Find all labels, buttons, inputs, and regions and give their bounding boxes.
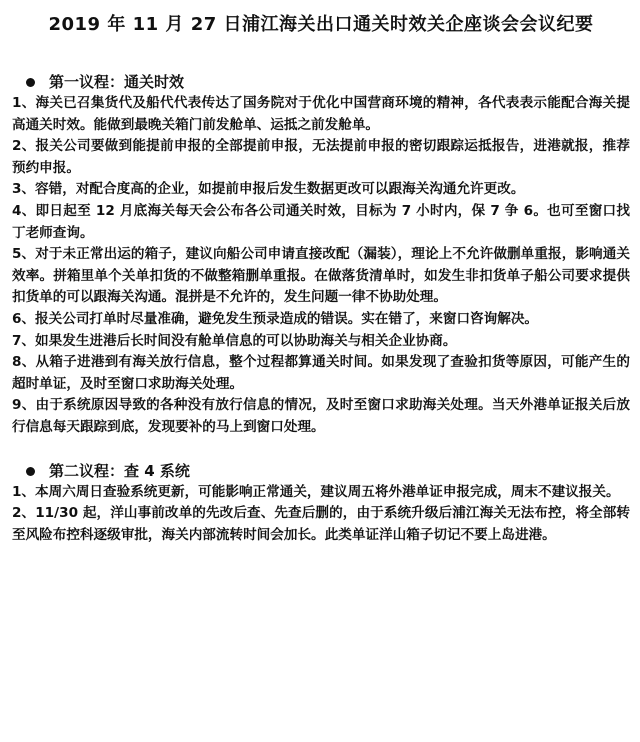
section-agenda-1 xyxy=(12,72,630,439)
document-title: 2019 年 11 月 27 日浦江海关出口通关时效关企座谈会会议纪要 xyxy=(48,14,594,35)
paragraph-item: 4、即日起至 12 月底海关每天会公布各公司通关时效，目标为 7 小时内，保 7 争 6。也可至窗口找丁老师查询。 xyxy=(12,202,630,241)
paragraph-item: 1、本周六周日查验系统更新，可能影响正常通关，建议周五将外港单证申报完成，周末不建议报关。 xyxy=(12,483,620,500)
paragraph-item: 6、报关公司打单时尽量准确，避免发生预录造成的错误。实在错了，来窗口咨询解决。 xyxy=(12,310,539,327)
paragraph-item: 7、如果发生进港后长时间没有舱单信息的可以协助海关与相关企业协商。 xyxy=(12,332,457,349)
section-heading-text: 第一议程：通关时效 xyxy=(49,73,185,91)
bullet-icon xyxy=(26,78,35,87)
paragraph-item: 2、报关公司要做到能提前申报的全部提前申报，无法提前申报的密切跟踪运抵报告，进港就报，推荐预约申报。 xyxy=(12,138,630,176)
paragraph-item: 1、海关已召集货代及船代代表传达了国务院对于优化中国营商环境的精神，各代表表示能配合海关提高通关时效。能做到最晚关箱门前发舱单、运抵之前发舱单。 xyxy=(12,95,630,133)
section-spacer xyxy=(12,439,630,461)
paragraph-item: 8、从箱子进港到有海关放行信息，整个过程都算通关时间。如果发现了查验扣货等原因，可能产生的超时单证，及时至窗口求助海关处理。 xyxy=(12,354,630,392)
section-heading xyxy=(12,461,630,482)
section-agenda-2 xyxy=(12,461,630,547)
section-heading-text: 第二议程：查 4 系统 xyxy=(49,461,190,480)
paragraph-item: 5、对于未正常出运的箱子，建议向船公司申请直接改配（漏装），理论上不允许做删单重报，影响通关效率。拼箱里单个关单扣货的不做整箱删单重报。在做落货清单时，如发生非扣货单子船公司要求提供扣货单的可以跟海关沟通。混拼是不允许的，发生问题一律不协助处理。 xyxy=(12,246,630,306)
paragraph-item: 2、11/30 起，洋山事前改单的先改后查、先查后删的，由于系统升级后浦江海关无法布控，将全部转至风险布控科逐级审批，海关内部流转时间会加长。此类单证洋山箱子切记不要上岛进港。 xyxy=(12,505,630,543)
bullet-icon xyxy=(26,467,35,476)
paragraph-item: 9、由于系统原因导致的各种没有放行信息的情况，及时至窗口求助海关处理。当天外港单证报关后放行信息每天跟踪到底，发现要补的马上到窗口处理。 xyxy=(12,397,630,435)
paragraph-item: 3、容错，对配合度高的企业，如提前申报后发生数据更改可以跟海关沟通允许更改。 xyxy=(12,181,525,198)
section-heading xyxy=(12,72,630,93)
